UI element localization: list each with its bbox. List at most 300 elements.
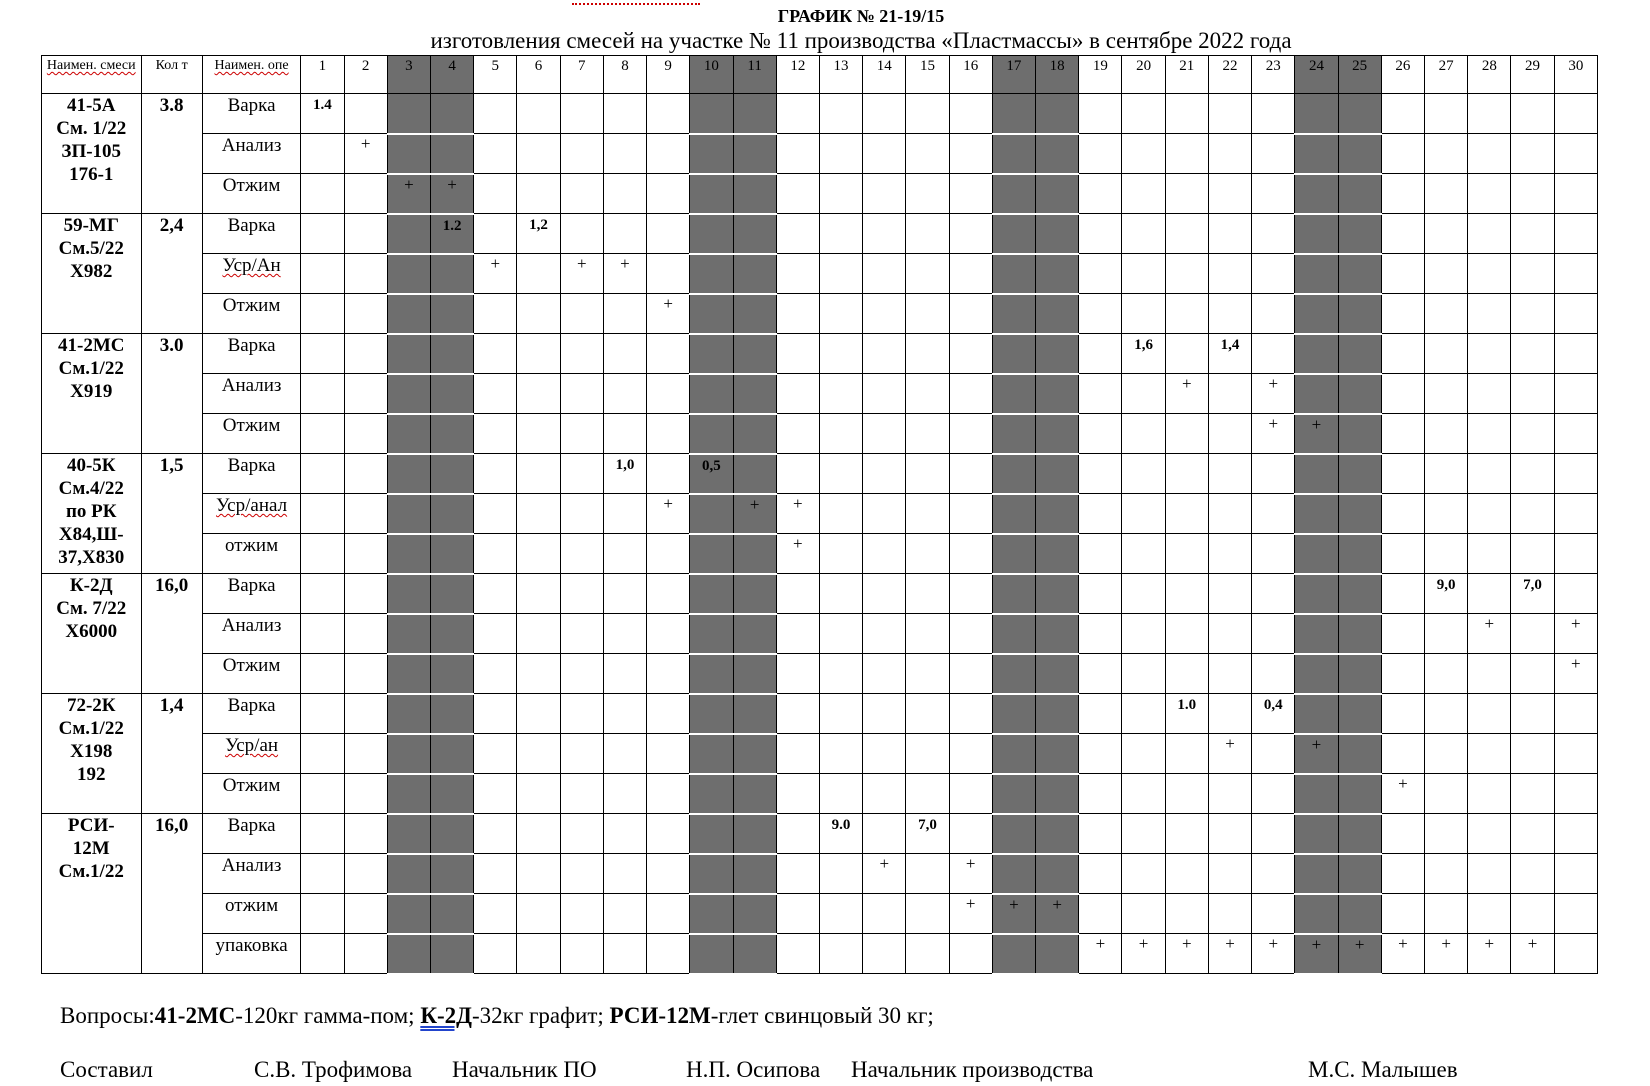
day-cell bbox=[603, 454, 646, 494]
day-cell bbox=[1079, 774, 1122, 814]
day-cell bbox=[1554, 814, 1597, 854]
day-cell bbox=[863, 894, 906, 934]
day-cell bbox=[603, 654, 646, 694]
batch-amount: 9,0 bbox=[1436, 577, 1456, 593]
day-cell bbox=[1468, 134, 1511, 174]
mix-name-cell bbox=[42, 574, 142, 694]
operation-name-cell bbox=[202, 254, 301, 294]
day-cell bbox=[387, 294, 430, 334]
day-cell bbox=[301, 734, 344, 774]
day-cell bbox=[1208, 934, 1251, 974]
day-header: 26 bbox=[1381, 56, 1424, 94]
day-cell bbox=[1208, 694, 1251, 734]
day-cell bbox=[647, 214, 690, 254]
day-cell bbox=[474, 254, 517, 294]
day-cell bbox=[1036, 774, 1079, 814]
day-cell bbox=[430, 374, 473, 414]
mix-name-cell bbox=[42, 214, 142, 334]
day-cell bbox=[474, 494, 517, 534]
done-mark: + bbox=[1398, 774, 1408, 793]
operation-row bbox=[42, 574, 1598, 614]
day-cell bbox=[1036, 894, 1079, 934]
done-mark: + bbox=[404, 174, 414, 194]
day-header: 13 bbox=[819, 56, 862, 94]
day-cell bbox=[517, 294, 560, 334]
day-cell bbox=[1425, 734, 1468, 774]
day-cell bbox=[474, 94, 517, 134]
done-mark: + bbox=[793, 494, 803, 513]
day-header: 10 bbox=[690, 56, 733, 94]
day-cell bbox=[1468, 494, 1511, 534]
day-cell bbox=[863, 374, 906, 414]
done-mark: + bbox=[1311, 734, 1322, 754]
quantity-cell: 1,5 bbox=[141, 454, 202, 574]
day-cell bbox=[1252, 574, 1295, 614]
day-cell bbox=[1165, 94, 1208, 134]
day-cell bbox=[1208, 494, 1251, 534]
day-cell bbox=[647, 334, 690, 374]
day-cell bbox=[517, 334, 560, 374]
day-cell bbox=[992, 694, 1035, 734]
day-cell bbox=[1511, 494, 1554, 534]
day-cell bbox=[1122, 454, 1165, 494]
day-cell bbox=[1252, 774, 1295, 814]
day-cell bbox=[949, 134, 992, 174]
day-cell bbox=[560, 774, 603, 814]
day-cell bbox=[1554, 534, 1597, 574]
day-cell bbox=[776, 494, 819, 534]
operation-name: Варка bbox=[227, 95, 276, 116]
done-mark: + bbox=[1354, 934, 1365, 954]
mix-name-line: 59-МГ bbox=[63, 215, 119, 236]
mix-name-line: Х982 bbox=[70, 261, 113, 282]
batch-amount: 9.0 bbox=[831, 817, 851, 833]
day-cell bbox=[1468, 534, 1511, 574]
day-cell bbox=[1079, 814, 1122, 854]
done-mark: + bbox=[576, 254, 587, 273]
day-cell bbox=[387, 574, 430, 614]
day-cell bbox=[1511, 454, 1554, 494]
day-cell bbox=[474, 214, 517, 254]
day-cell bbox=[1381, 654, 1424, 694]
day-cell bbox=[1425, 254, 1468, 294]
day-cell bbox=[1511, 614, 1554, 654]
operation-row bbox=[42, 174, 1598, 214]
day-cell bbox=[1338, 654, 1381, 694]
day-cell bbox=[1208, 894, 1251, 934]
day-cell bbox=[1425, 814, 1468, 854]
day-cell bbox=[949, 334, 992, 374]
day-cell bbox=[1036, 814, 1079, 854]
day-cell bbox=[560, 734, 603, 774]
operation-name: Варка bbox=[227, 815, 276, 836]
day-cell bbox=[819, 254, 862, 294]
day-cell bbox=[430, 534, 473, 574]
day-cell bbox=[1252, 254, 1295, 294]
day-cell bbox=[387, 374, 430, 414]
day-cell bbox=[992, 894, 1035, 934]
day-cell bbox=[301, 574, 344, 614]
day-cell bbox=[776, 654, 819, 694]
day-cell bbox=[992, 374, 1035, 414]
day-cell bbox=[1511, 654, 1554, 694]
day-cell bbox=[301, 254, 344, 294]
day-cell bbox=[1036, 254, 1079, 294]
mix-name-line: 176-1 bbox=[69, 164, 114, 185]
day-cell bbox=[1036, 534, 1079, 574]
mix-name-line: по РК bbox=[65, 501, 117, 522]
operation-row bbox=[42, 694, 1598, 734]
operation-row bbox=[42, 934, 1598, 974]
day-cell bbox=[1165, 374, 1208, 414]
day-header: 4 bbox=[430, 56, 473, 94]
day-cell bbox=[733, 374, 776, 414]
day-cell bbox=[1295, 94, 1338, 134]
day-cell bbox=[301, 614, 344, 654]
question-code: РСИ-12М bbox=[609, 1003, 711, 1028]
day-cell bbox=[906, 814, 949, 854]
day-cell bbox=[344, 254, 387, 294]
day-cell bbox=[1381, 694, 1424, 734]
day-cell bbox=[776, 814, 819, 854]
day-cell bbox=[776, 294, 819, 334]
day-cell bbox=[1338, 134, 1381, 174]
day-header: 30 bbox=[1554, 56, 1597, 94]
day-cell bbox=[1295, 534, 1338, 574]
day-cell bbox=[992, 614, 1035, 654]
day-cell bbox=[690, 134, 733, 174]
day-cell bbox=[819, 854, 862, 894]
day-cell bbox=[1554, 334, 1597, 374]
day-cell bbox=[1511, 574, 1554, 614]
day-cell bbox=[647, 894, 690, 934]
batch-amount: 1,6 bbox=[1134, 337, 1153, 353]
day-cell bbox=[1381, 134, 1424, 174]
day-cell bbox=[1079, 374, 1122, 414]
day-cell bbox=[906, 534, 949, 574]
operation-name: Варка bbox=[227, 335, 276, 356]
day-cell bbox=[1036, 934, 1079, 974]
day-cell bbox=[474, 174, 517, 214]
day-cell bbox=[517, 254, 560, 294]
operation-name: Анализ bbox=[221, 135, 282, 156]
day-cell bbox=[1295, 774, 1338, 814]
day-cell bbox=[1208, 334, 1251, 374]
operation-name: отжим bbox=[225, 535, 279, 556]
day-header: 29 bbox=[1511, 56, 1554, 94]
day-cell bbox=[1295, 694, 1338, 734]
done-mark: + bbox=[1009, 894, 1019, 914]
day-cell bbox=[430, 734, 473, 774]
day-cell bbox=[1381, 934, 1424, 974]
day-cell bbox=[344, 694, 387, 734]
question-text: -32кг графит; bbox=[471, 1003, 604, 1028]
day-cell bbox=[733, 454, 776, 494]
day-cell bbox=[1468, 574, 1511, 614]
day-cell bbox=[1425, 454, 1468, 494]
mix-name-line: См. 1/22 bbox=[56, 118, 127, 139]
day-cell bbox=[1338, 894, 1381, 934]
mix-name-line: РСИ- bbox=[67, 815, 115, 836]
day-cell bbox=[1381, 94, 1424, 134]
quantity-cell: 2,4 bbox=[141, 214, 202, 334]
day-cell bbox=[517, 814, 560, 854]
day-cell bbox=[430, 254, 473, 294]
done-mark: + bbox=[1311, 414, 1322, 434]
day-cell bbox=[1338, 414, 1381, 454]
day-cell bbox=[1425, 214, 1468, 254]
day-cell bbox=[1208, 534, 1251, 574]
day-cell bbox=[1295, 814, 1338, 854]
day-cell bbox=[1295, 654, 1338, 694]
day-cell bbox=[1122, 294, 1165, 334]
day-cell bbox=[301, 414, 344, 454]
day-cell bbox=[1468, 774, 1511, 814]
day-cell bbox=[992, 854, 1035, 894]
question-text: -120кг гамма-пом; bbox=[235, 1003, 415, 1028]
day-cell bbox=[1554, 294, 1597, 334]
day-cell bbox=[906, 494, 949, 534]
day-cell bbox=[863, 734, 906, 774]
day-cell bbox=[776, 734, 819, 774]
schedule-table bbox=[41, 55, 1598, 975]
po-label: Начальник ПО bbox=[452, 1057, 597, 1082]
day-cell bbox=[690, 934, 733, 974]
day-cell bbox=[1295, 174, 1338, 214]
day-cell bbox=[474, 774, 517, 814]
quantity-cell: 3.0 bbox=[141, 334, 202, 454]
done-mark: + bbox=[1052, 894, 1062, 914]
day-cell bbox=[344, 94, 387, 134]
done-mark: + bbox=[1225, 934, 1235, 953]
schedule-title: ГРАФИК № 21-19/15 bbox=[777, 6, 945, 26]
day-cell bbox=[344, 774, 387, 814]
day-header: 9 bbox=[647, 56, 690, 94]
operation-name: Анализ bbox=[221, 855, 282, 876]
day-cell bbox=[1122, 254, 1165, 294]
operation-name: Уср/Ан bbox=[222, 255, 281, 276]
day-cell bbox=[1079, 214, 1122, 254]
day-cell bbox=[647, 654, 690, 694]
day-cell bbox=[863, 214, 906, 254]
day-cell bbox=[906, 334, 949, 374]
day-cell bbox=[474, 854, 517, 894]
day-cell bbox=[733, 894, 776, 934]
day-cell bbox=[690, 814, 733, 854]
day-cell bbox=[1468, 254, 1511, 294]
day-cell bbox=[1208, 374, 1251, 414]
day-cell bbox=[690, 654, 733, 694]
day-cell bbox=[733, 574, 776, 614]
day-cell bbox=[1079, 894, 1122, 934]
day-cell bbox=[1511, 774, 1554, 814]
batch-amount: 7,0 bbox=[1523, 577, 1542, 593]
operation-row bbox=[42, 734, 1598, 774]
operation-row bbox=[42, 534, 1598, 574]
day-cell bbox=[1165, 214, 1208, 254]
day-cell bbox=[560, 414, 603, 454]
day-cell bbox=[430, 214, 473, 254]
done-mark: + bbox=[620, 254, 630, 273]
mix-name-line: Х84,Ш- bbox=[58, 524, 124, 545]
day-header: 5 bbox=[474, 56, 517, 94]
day-cell bbox=[1338, 814, 1381, 854]
mix-name-cell bbox=[42, 334, 142, 454]
operation-name-cell bbox=[202, 334, 301, 374]
day-cell bbox=[1295, 494, 1338, 534]
day-header: 14 bbox=[863, 56, 906, 94]
day-cell bbox=[560, 654, 603, 694]
day-cell bbox=[603, 934, 646, 974]
day-cell bbox=[992, 334, 1035, 374]
done-mark: + bbox=[1571, 614, 1581, 633]
mix-name-line: 12М bbox=[72, 838, 110, 859]
day-cell bbox=[1079, 734, 1122, 774]
done-mark: + bbox=[1311, 934, 1322, 954]
day-cell bbox=[301, 294, 344, 334]
day-cell bbox=[906, 894, 949, 934]
day-cell bbox=[733, 94, 776, 134]
day-cell bbox=[301, 94, 344, 134]
day-cell bbox=[344, 614, 387, 654]
day-cell bbox=[517, 494, 560, 534]
day-cell bbox=[819, 414, 862, 454]
day-cell bbox=[1381, 334, 1424, 374]
operation-row bbox=[42, 654, 1598, 694]
day-cell bbox=[949, 694, 992, 734]
day-cell bbox=[1208, 654, 1251, 694]
day-cell bbox=[819, 94, 862, 134]
day-cell bbox=[647, 174, 690, 214]
day-cell bbox=[1252, 934, 1295, 974]
day-cell bbox=[1208, 614, 1251, 654]
day-cell bbox=[1036, 734, 1079, 774]
day-cell bbox=[344, 414, 387, 454]
day-cell bbox=[1036, 414, 1079, 454]
day-cell bbox=[1122, 574, 1165, 614]
day-cell bbox=[560, 494, 603, 534]
operation-row bbox=[42, 334, 1598, 374]
day-cell bbox=[1338, 254, 1381, 294]
day-cell bbox=[1554, 414, 1597, 454]
day-cell bbox=[863, 774, 906, 814]
day-header: 25 bbox=[1338, 56, 1381, 94]
day-cell bbox=[1036, 454, 1079, 494]
day-header: 24 bbox=[1295, 56, 1338, 94]
day-cell bbox=[474, 334, 517, 374]
batch-amount: 0,4 bbox=[1263, 697, 1283, 713]
day-cell bbox=[1165, 414, 1208, 454]
day-cell bbox=[819, 374, 862, 414]
schedule-subtitle: изготовления смесей на участке № 11 производства «Пластмассы» в сентябре 2022 года bbox=[430, 28, 1292, 53]
day-cell bbox=[949, 374, 992, 414]
day-cell bbox=[1338, 214, 1381, 254]
day-cell bbox=[387, 254, 430, 294]
day-cell bbox=[517, 574, 560, 614]
day-cell bbox=[949, 254, 992, 294]
day-cell bbox=[690, 534, 733, 574]
day-cell bbox=[301, 334, 344, 374]
day-cell bbox=[906, 574, 949, 614]
day-cell bbox=[1252, 654, 1295, 694]
day-cell bbox=[430, 454, 473, 494]
day-cell bbox=[430, 774, 473, 814]
day-cell bbox=[1425, 654, 1468, 694]
day-cell bbox=[1381, 854, 1424, 894]
day-cell bbox=[517, 414, 560, 454]
day-cell bbox=[992, 94, 1035, 134]
day-cell bbox=[1122, 134, 1165, 174]
day-cell bbox=[474, 934, 517, 974]
day-cell bbox=[863, 534, 906, 574]
done-mark: + bbox=[1484, 614, 1495, 633]
day-cell bbox=[690, 174, 733, 214]
day-cell bbox=[949, 614, 992, 654]
operation-name-cell bbox=[202, 494, 301, 534]
mix-name-line: 40-5К bbox=[66, 455, 116, 476]
day-cell bbox=[517, 614, 560, 654]
operation-row bbox=[42, 374, 1598, 414]
day-cell bbox=[1554, 934, 1597, 974]
day-cell bbox=[474, 814, 517, 854]
day-cell bbox=[992, 454, 1035, 494]
day-cell bbox=[1122, 414, 1165, 454]
day-cell bbox=[1425, 574, 1468, 614]
day-cell bbox=[1079, 94, 1122, 134]
day-cell bbox=[906, 654, 949, 694]
day-cell bbox=[819, 134, 862, 174]
day-cell bbox=[517, 774, 560, 814]
day-cell bbox=[992, 214, 1035, 254]
day-cell bbox=[474, 614, 517, 654]
operation-row bbox=[42, 294, 1598, 334]
day-cell bbox=[474, 414, 517, 454]
day-cell bbox=[1122, 534, 1165, 574]
day-cell bbox=[863, 654, 906, 694]
day-cell bbox=[1338, 334, 1381, 374]
day-cell bbox=[1338, 854, 1381, 894]
day-cell bbox=[863, 854, 906, 894]
day-cell bbox=[1165, 534, 1208, 574]
day-cell bbox=[344, 134, 387, 174]
day-header: 23 bbox=[1252, 56, 1295, 94]
day-cell bbox=[733, 174, 776, 214]
day-cell bbox=[1079, 174, 1122, 214]
day-cell bbox=[430, 414, 473, 454]
day-cell bbox=[690, 374, 733, 414]
day-cell bbox=[474, 654, 517, 694]
mix-name-line: 37,Х830 bbox=[58, 547, 125, 568]
day-cell bbox=[603, 854, 646, 894]
day-cell bbox=[474, 134, 517, 174]
day-cell bbox=[517, 854, 560, 894]
day-cell bbox=[387, 774, 430, 814]
day-cell bbox=[906, 454, 949, 494]
day-cell bbox=[1208, 134, 1251, 174]
day-cell bbox=[1079, 654, 1122, 694]
day-cell bbox=[1208, 174, 1251, 214]
day-cell bbox=[776, 134, 819, 174]
done-mark: + bbox=[1182, 374, 1192, 393]
day-cell bbox=[603, 534, 646, 574]
day-cell bbox=[1295, 414, 1338, 454]
day-cell bbox=[1165, 934, 1208, 974]
day-cell bbox=[1122, 654, 1165, 694]
day-cell bbox=[863, 814, 906, 854]
day-cell bbox=[949, 654, 992, 694]
day-cell bbox=[1425, 374, 1468, 414]
mix-name-line: К-2Д bbox=[69, 575, 113, 596]
